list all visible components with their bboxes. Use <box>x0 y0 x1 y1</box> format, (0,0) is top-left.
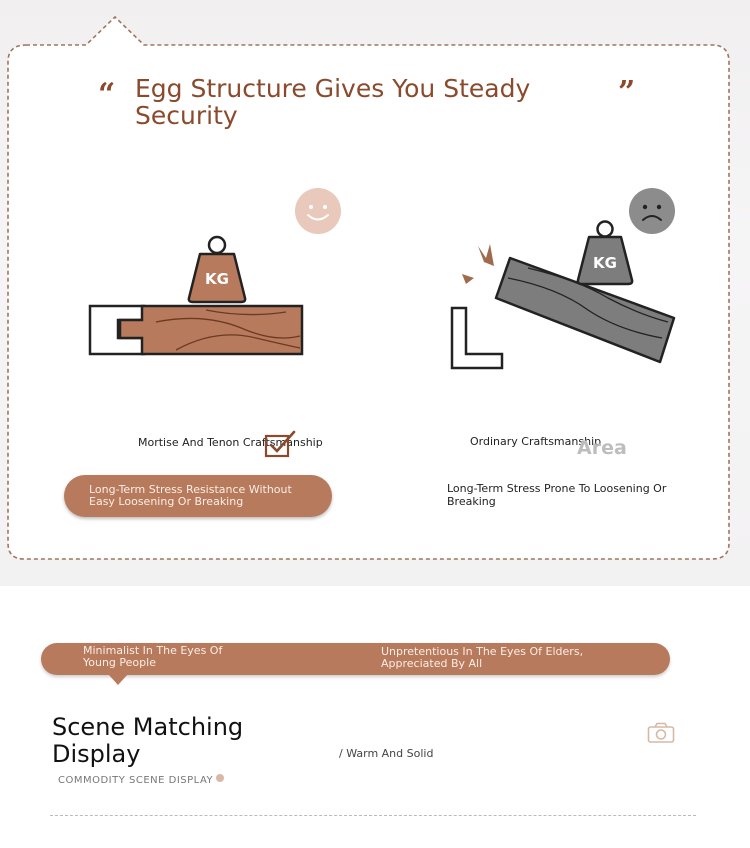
weight-icon <box>189 237 245 302</box>
tagline-banner <box>41 643 670 675</box>
subtitle-dot <box>216 774 224 782</box>
close-quote-icon: ” <box>618 75 636 110</box>
ordinary-joint-illustration <box>448 218 680 374</box>
weight-icon-right <box>578 222 632 285</box>
right-label: Ordinary Craftsmanship <box>470 435 602 448</box>
banner-right-text: Unpretentious In The Eyes Of Elders, Appreciated By All <box>381 645 584 670</box>
left-description-pill <box>64 475 332 517</box>
scene-title: Scene Matching Display <box>52 713 244 768</box>
open-quote-icon: “ <box>98 77 116 112</box>
left-description: Long-Term Stress Resistance Without Easy Loosening Or Breaking <box>89 483 292 508</box>
comparison-title: Egg Structure Gives You Steady Security <box>135 74 531 130</box>
weight-label-left: KG <box>205 270 229 288</box>
mortise-tenon-illustration <box>86 232 308 360</box>
weight-label-right: KG <box>593 254 617 272</box>
checkbox-check-icon <box>264 430 298 460</box>
ghost-text: Area <box>577 437 627 459</box>
scene-side-text: / Warm And Solid <box>339 747 434 760</box>
scene-subtitle: COMMODITY SCENE DISPLAY <box>58 775 214 786</box>
crack-spark-icon <box>462 244 494 284</box>
banner-tail <box>108 674 128 685</box>
banner-left-text: Minimalist In The Eyes Of Young People <box>83 644 223 669</box>
left-label: Mortise And Tenon Craftsmanship <box>138 436 323 449</box>
right-description: Long-Term Stress Prone To Loosening Or Breaking <box>447 482 667 508</box>
section-divider <box>50 815 696 816</box>
smiley-face-icon <box>294 187 342 235</box>
camera-icon <box>647 722 675 744</box>
